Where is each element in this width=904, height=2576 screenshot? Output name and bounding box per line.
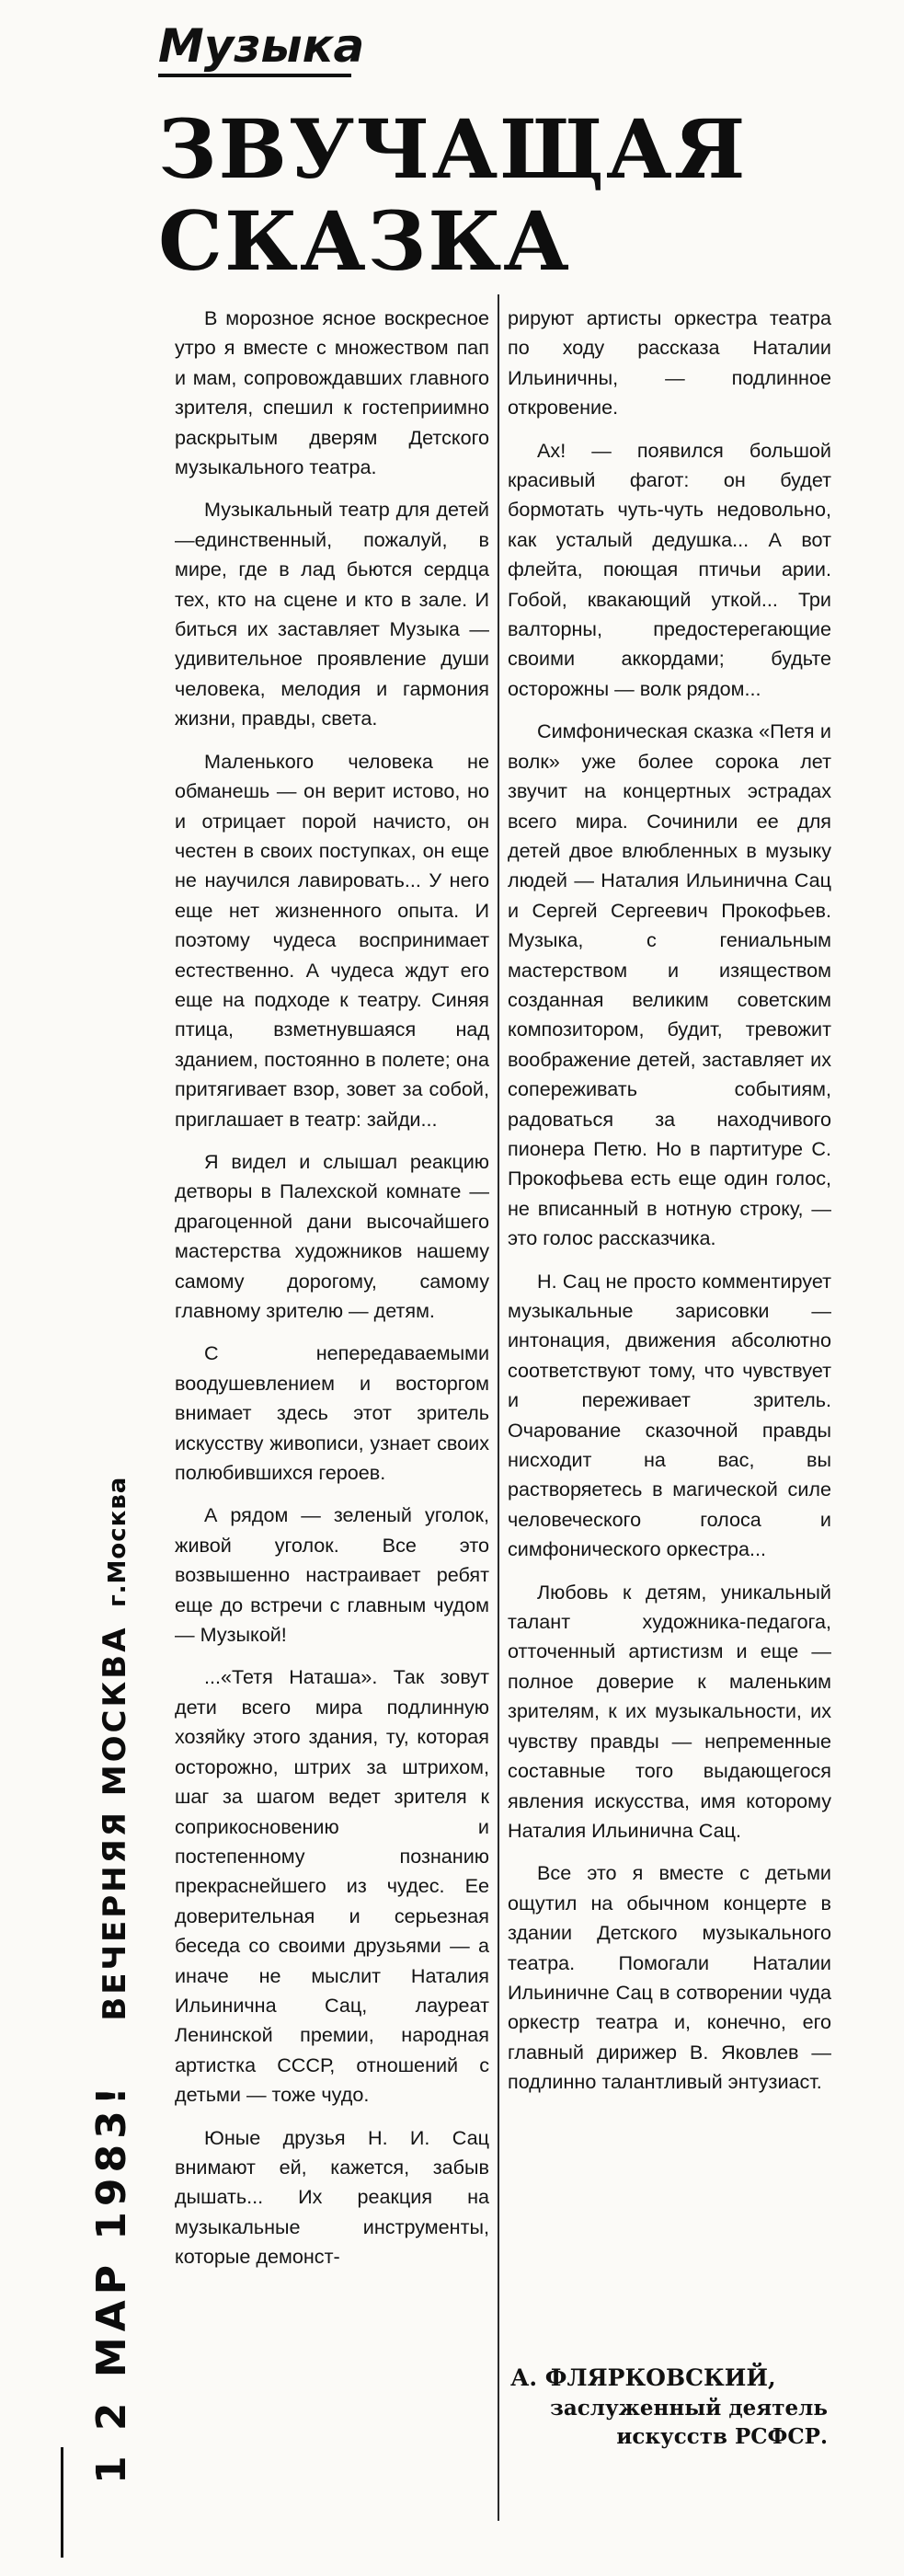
rubric-underline (158, 74, 351, 77)
paragraph: В морозное ясное воскресное утро я вместе с множеством пап и мам, сопровождавших главного зрителя, спешил к гостеприимно раскрытым дверям Детского музыкального театра. (175, 306, 489, 479)
article-column-1 (175, 304, 489, 2285)
paragraph: А рядом — зеленый уголок, живой уголок. Все это возвышенно настраивает ребят еще до встречи с главным чудом — Музыкой! (175, 1503, 489, 1647)
paragraph: Я видел и слышал реакцию детворы в Палехской комнате — драгоценной дани высочайшего мастерства художников нашему самому дорогому, самому главному зрителю — детям. (175, 1149, 489, 1322)
column-divider (498, 294, 499, 2521)
stamp-newspaper: ВЕЧЕРНЯЯ МОСКВА (97, 1625, 133, 2021)
author-signature (510, 2363, 828, 2451)
author-name: А. ФЛЯРКОВСКИЙ, (510, 2364, 776, 2391)
paragraph: Маленького человека не обманешь — он верит истово, но и отрицает порой начисто, он честен в своих поступках, он еще не научился лавировать... У него еще нет жизненного опыта. И поэтому чудеса воспринимает естественно. А чудеса ждут его еще на подходе к театру. Синяя птица, взметнувшаяся над зданием, постоянно в полете; она притягивает взор, зовет за собой, приглашает в театр: зайди... (175, 749, 489, 1131)
paragraph: Н. Сац не просто комментирует музыкальные зарисовки — интонация, движения абсолютно соответствуют тому, что чувствует и переживает зритель. Очарование сказочной правды нисходит на вас, вы растворяетесь в магической силе человеческого голоса и симфонического оркестра... (508, 1269, 831, 1561)
paragraph: рируют артисты оркестра театра по ходу рассказа Наталии Ильиничны, — подлинное откровение. (508, 306, 831, 420)
paragraph: Музыкальный театр для детей—единственный, пожалуй, в мире, где в лад бьются сердца тех, кто на сцене и кто в зале. И биться их заставляет Музыка — удивительное проявление души человека, мелодия и гармония жизни, правды, света. (175, 498, 489, 730)
paragraph: Симфоническая сказка «Петя и волк» уже более сорока лет звучит на концертных эстрадах всего мира. Сочинили ее для детей двое влюбленных в музыку людей — Наталия Ильинична Сац и Сергей Сергеевич Прокофьев. Музыка, с гениальным мастерством и изяществом созданная великим советским композитором, будит, тревожит воображение детей, заставляет их сопереживать событиям, радоваться за находчивого пионера Петю. Но в партитуре С. Прокофьева есть еще один голос, не вписанный в нотную строку, — это голос рассказчика. (508, 719, 831, 1250)
stamp-city: г.Москва (104, 1476, 132, 1607)
stamp-date: 1 2 МАР 1983! (88, 2081, 135, 2484)
paragraph: Все это я вместе с детьми ощутил на обычном концерте в здании Детского музыкального театра. Помогали Наталии Ильиничне Сац в сотворении чуда оркестр театра и, конечно, его главный дирижер В. Яковлев — подлинно талантливый энтузиаст. (508, 1861, 831, 2094)
author-title: заслуженный деятель искусств РСФСР. (550, 2396, 828, 2449)
article-column-2 (508, 304, 831, 2110)
paragraph: Ах! — появился большой красивый фагот: он будет бормотать чуть-чуть недовольно, как усталый дедушка... А вот флейта, поющая птичьи арии. Гобой, квакающий уткой... Три валторны, предостерегающие своими аккордами; будьте осторожны — волк рядом... (508, 438, 831, 700)
paragraph: Любовь к детям, уникальный талант художника-педагога, отточенный артистизм и еще — полное доверие к маленьким зрителям, к их музыкальности, их чувству правды — непременные составные того выдающегося явления искусства, имя которому Наталия Ильинична Сац. (508, 1580, 831, 1842)
paragraph: ...«Тетя Наташа». Так зовут дети всего мира подлинную хозяйку этого здания, ту, которая осторожно, штрих за штрихом, шаг за шагом ведет зрителя к соприкосновению и постепенному познанию прекраснейшего из чудес. Ее доверительная и серьезная беседа со своими друзьями — а иначе не мыслит Наталия Ильинична Сац, лауреат Ленинской премии, народная артистка СССР, отношений с детьми — тоже чудо. (175, 1665, 489, 2107)
rubric-heading: Музыка (158, 19, 365, 73)
paragraph: Юные друзья Н. И. Сац внимают ей, кажется, забыв дышать... Их реакция на музыкальные инструменты, которые демонст- (175, 2125, 489, 2269)
margin-mark (61, 2447, 63, 2558)
archive-stamp (88, 1476, 143, 2484)
paragraph: С непередаваемыми воодушевлением и восторгом внимает здесь этот зритель искусству живописи, узнает своих полюбившихся героев. (175, 1341, 489, 1485)
headline-line-1: ЗВУЧАЩАЯ (158, 101, 748, 197)
headline-line-2: СКАЗКА (158, 193, 571, 289)
article-headline (158, 101, 748, 289)
